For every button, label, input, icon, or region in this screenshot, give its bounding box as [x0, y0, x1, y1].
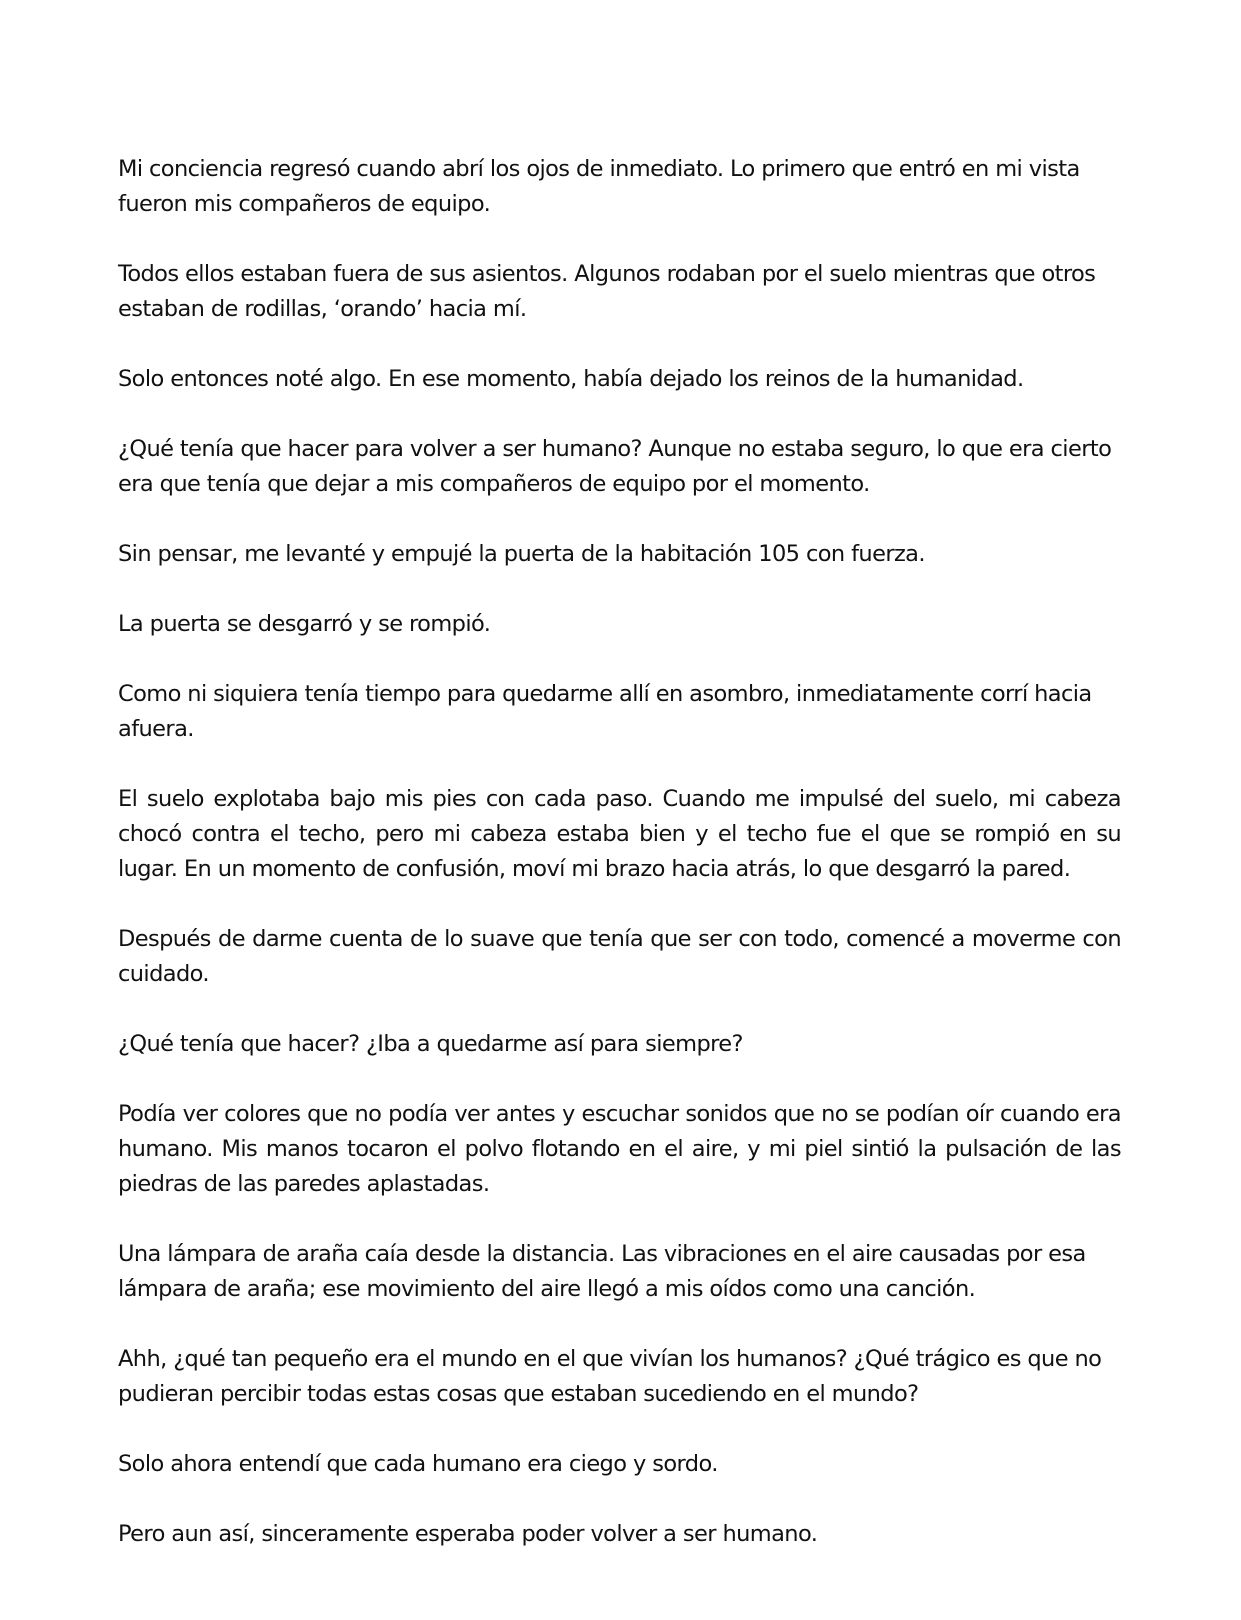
- paragraph-3: Solo entonces noté algo. En ese momento, había dejado los reinos de la humanidad.: [118, 366, 1024, 392]
- paragraph-5: Sin pensar, me levanté y empujé la puerta de la habitación 105 con fuerza.: [118, 541, 925, 567]
- paragraph-2: Todos ellos estaban fuera de sus asientos. Algunos rodaban por el suelo mientras que otros estaban de rodillas, ‘orando’ hacia mí.: [118, 261, 1096, 322]
- paragraph-6: La puerta se desgarró y se rompió.: [118, 611, 491, 637]
- paragraph-1: Mi conciencia regresó cuando abrí los ojos de inmediato. Lo primero que entró en mi vista fueron mis compañeros de equipo.: [118, 156, 1080, 217]
- paragraph-12: Una lámpara de araña caía desde la distancia. Las vibraciones en el aire causadas por esa lámpara de araña; ese movimiento del aire llegó a mis oídos como una canción.: [118, 1241, 1086, 1302]
- paragraph-15: Pero aun así, sinceramente esperaba poder volver a ser humano.: [118, 1521, 818, 1547]
- paragraph-9: Después de darme cuenta de lo suave que tenía que ser con todo, comencé a moverme con cuidado.: [118, 926, 1121, 987]
- paragraph-14: Solo ahora entendí que cada humano era ciego y sordo.: [118, 1451, 718, 1477]
- paragraph-4: ¿Qué tenía que hacer para volver a ser humano? Aunque no estaba seguro, lo que era cierto era que tenía que dejar a mis compañeros de equipo por el momento.: [118, 436, 1112, 497]
- paragraph-8: El suelo explotaba bajo mis pies con cada paso. Cuando me impulsé del suelo, mi cabeza chocó contra el techo, pero mi cabeza estaba bien y el techo fue el que se rompió en su lugar. En un momento de confusión, moví mi brazo hacia atrás, lo que desgarró la pared.: [118, 786, 1121, 882]
- paragraph-11: Podía ver colores que no podía ver antes y escuchar sonidos que no se podían oír cuando era humano. Mis manos tocaron el polvo flotando en el aire, y mi piel sintió la pulsación de las piedras de las paredes aplastadas.: [118, 1101, 1121, 1197]
- paragraph-7: Como ni siquiera tenía tiempo para quedarme allí en asombro, inmediatamente corrí hacia afuera.: [118, 681, 1092, 742]
- paragraph-10: ¿Qué tenía que hacer? ¿Iba a quedarme así para siempre?: [118, 1031, 743, 1057]
- paragraph-13: Ahh, ¿qué tan pequeño era el mundo en el que vivían los humanos? ¿Qué trágico es que no pudieran percibir todas estas cosas que estaban sucediendo en el mundo?: [118, 1346, 1102, 1407]
- document-body: [118, 152, 1121, 1552]
